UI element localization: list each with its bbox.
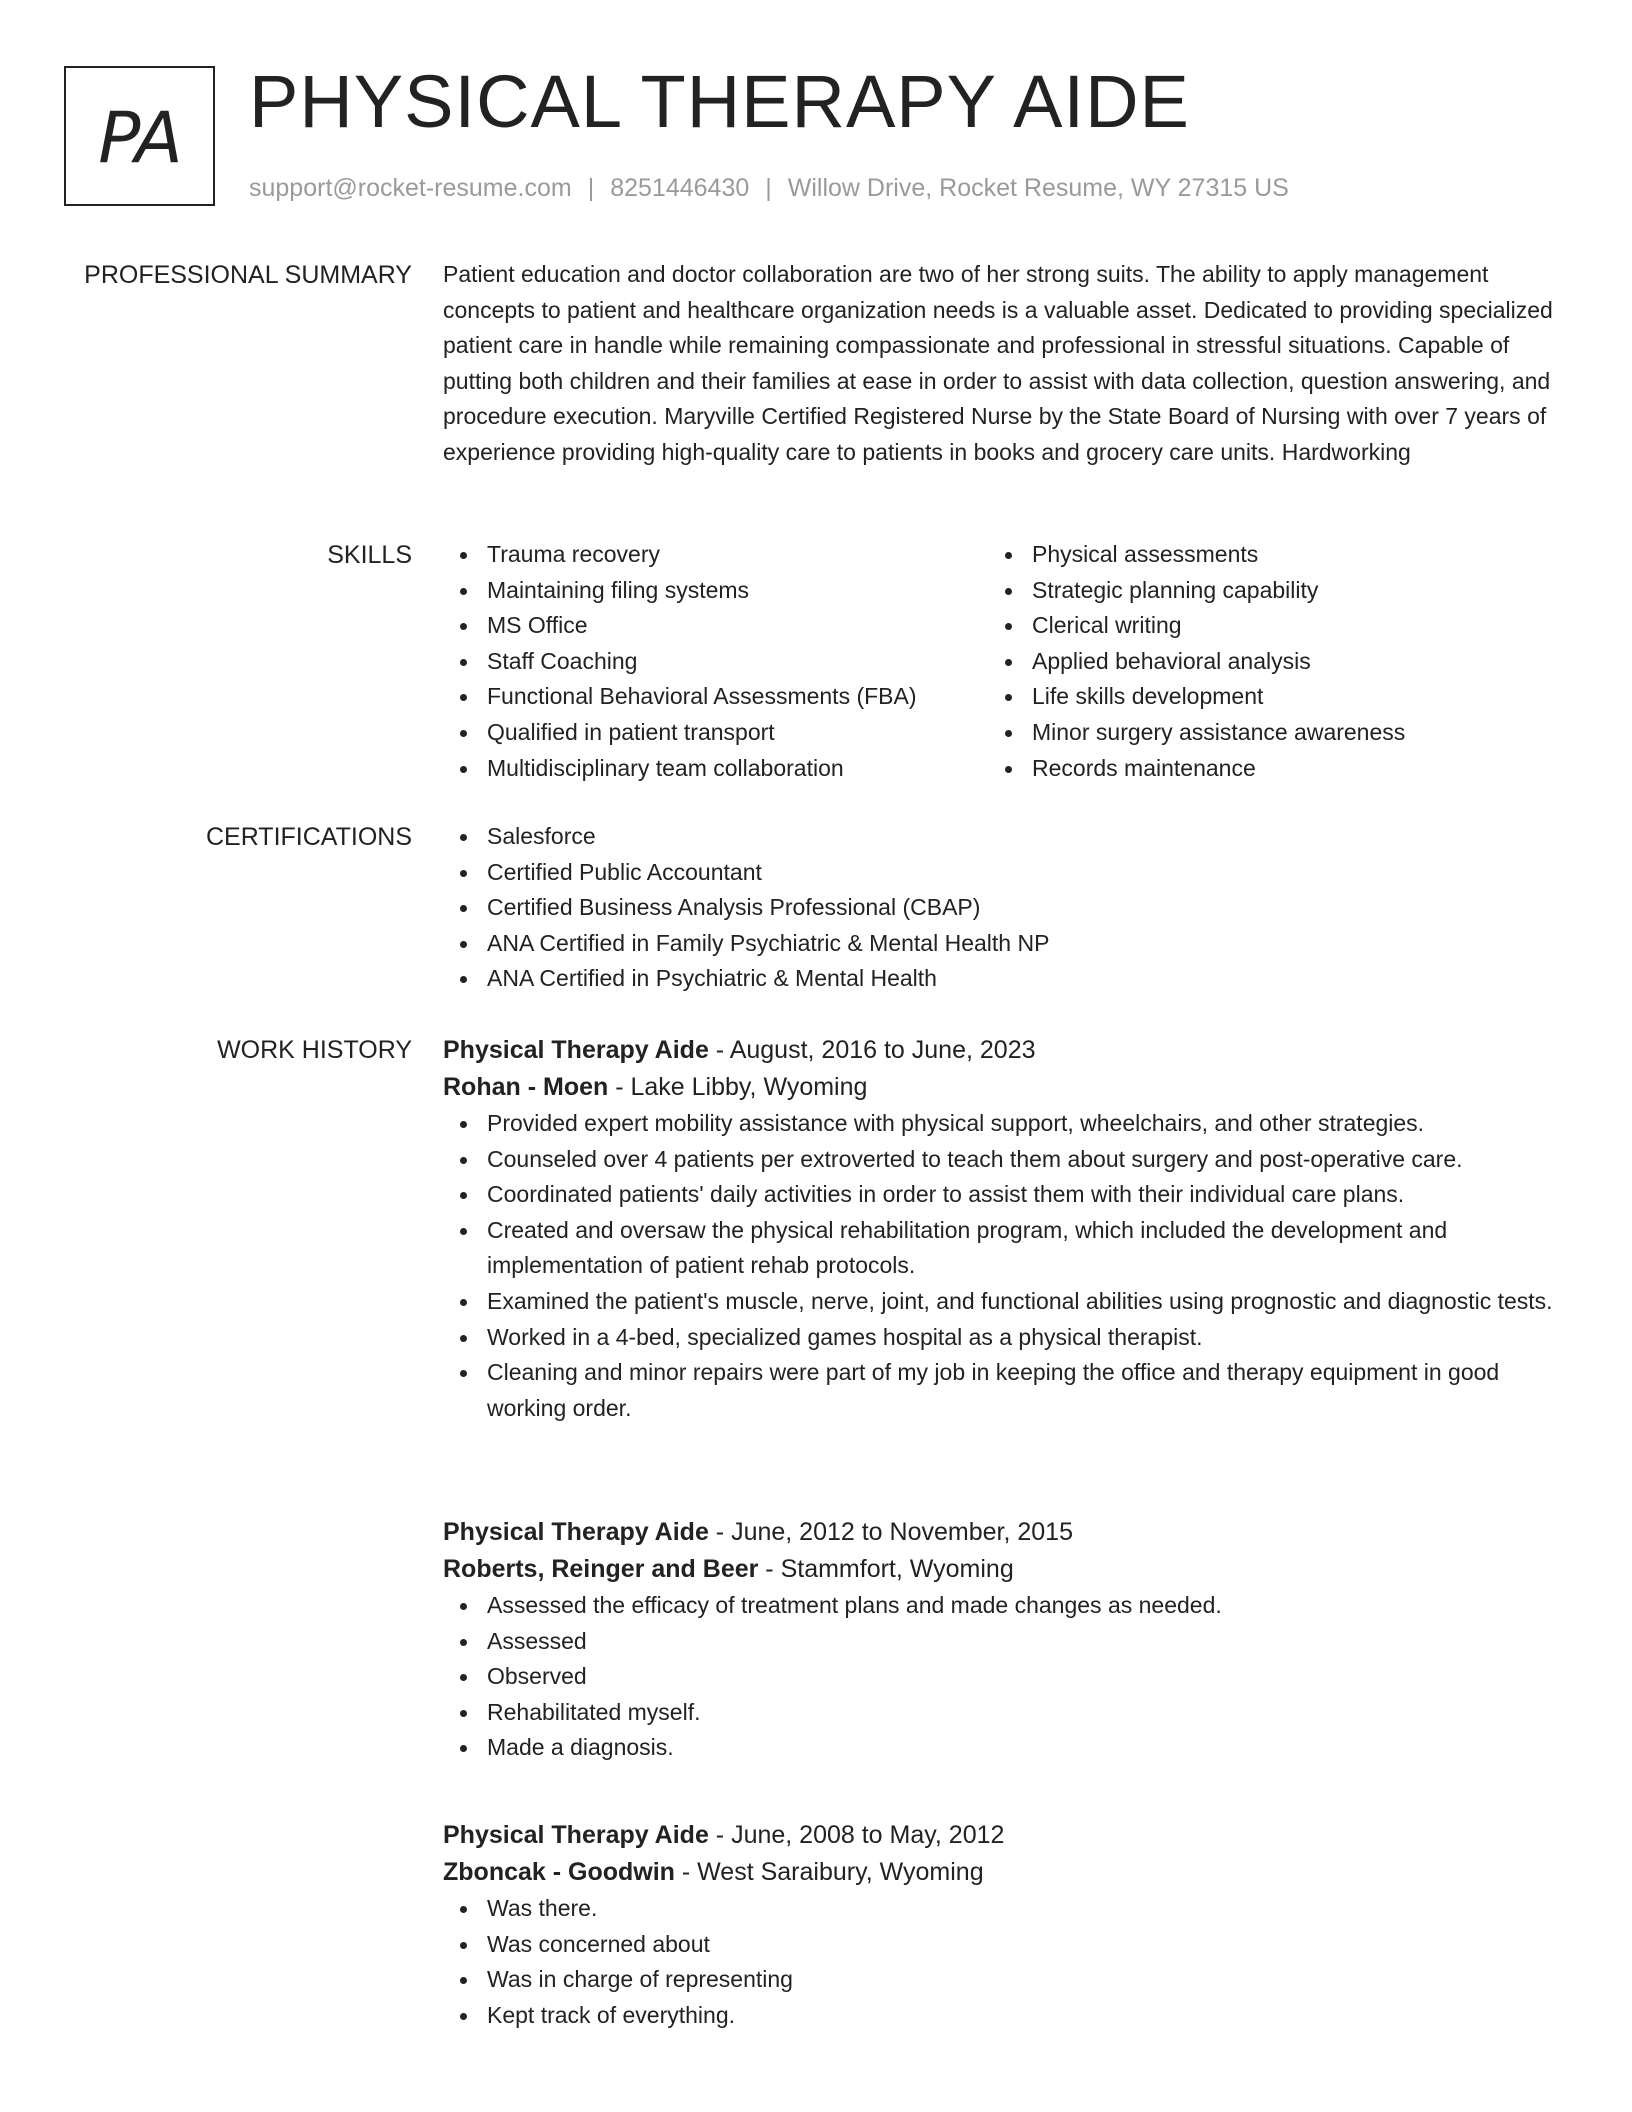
job-duty: Examined the patient's muscle, nerve, joint, and functional abilities using prognostic and diagnostic tests. [443,1284,1563,1320]
skill-item: Physical assessments [988,537,1533,573]
job-entry [443,1514,1563,1766]
contact-line [249,173,1289,203]
job-duty: Counseled over 4 patients per extroverted to teach them about surgery and post-operative care. [443,1142,1563,1178]
job-duty: Assessed the efficacy of treatment plans and made changes as needed. [443,1588,1563,1624]
skills-list-left [443,537,988,786]
certification-item: Certified Public Accountant [443,855,1563,891]
job-company-line [443,1854,1563,1891]
job-company: Rohan - Moen [443,1073,609,1101]
skill-item: Trauma recovery [443,537,988,573]
summary-body [443,259,1563,471]
certification-item: Salesforce [443,819,1563,855]
job-title-line [443,1817,1563,1854]
summary-heading: PROFESSIONAL SUMMARY [84,261,412,289]
job-duty: Was in charge of representing [443,1962,1563,1998]
certification-item: Certified Business Analysis Professional (CBAP) [443,890,1563,926]
job-duty: Kept track of everything. [443,1998,1563,2034]
certifications-list [443,819,1563,997]
job-title-line [443,1032,1563,1069]
candidate-name: PHYSICAL THERAPY AIDE [249,60,1190,143]
skill-item: Records maintenance [988,751,1533,787]
job-duty: Made a diagnosis. [443,1730,1563,1766]
job-company-line [443,1069,1563,1106]
job-location: - Stammfort, Wyoming [758,1555,1014,1583]
contact-separator: | [765,174,772,202]
skills-heading: SKILLS [327,541,412,569]
skill-item: Qualified in patient transport [443,715,988,751]
job-duties-list [443,1891,1563,2033]
job-dates: - June, 2012 to November, 2015 [708,1518,1073,1546]
job-duty: Was there. [443,1891,1563,1927]
job-duty: Was concerned about [443,1927,1563,1963]
contact-email[interactable]: support@rocket-resume.com [249,174,572,202]
skills-list-right [988,537,1533,786]
skill-item: Clerical writing [988,608,1533,644]
certification-item: ANA Certified in Psychiatric & Mental Health [443,961,1563,997]
job-location: - West Saraibury, Wyoming [674,1858,984,1886]
job-duty: Coordinated patients' daily activities in order to assist them with their individual care plans. [443,1177,1563,1213]
job-company: Zboncak - Goodwin [443,1858,675,1886]
monogram-initials: PA [98,97,181,179]
job-dates: - August, 2016 to June, 2023 [708,1036,1036,1064]
job-dates: - June, 2008 to May, 2012 [708,1821,1005,1849]
certifications-body [443,821,1563,997]
skill-item: Minor surgery assistance awareness [988,715,1533,751]
skills-body [443,539,1563,786]
job-company-line [443,1551,1563,1588]
skill-item: Functional Behavioral Assessments (FBA) [443,679,988,715]
job-duty: Worked in a 4-bed, specialized games hospital as a physical therapist. [443,1320,1563,1356]
work-history-heading: WORK HISTORY [217,1036,412,1064]
job-title: Physical Therapy Aide [443,1821,709,1849]
certification-item: ANA Certified in Family Psychiatric & Mental Health NP [443,926,1563,962]
skill-item: Maintaining filing systems [443,573,988,609]
summary-text: Patient education and doctor collaboration are two of her strong suits. The ability to apply management concepts to patient and healthcare organization needs is a valuable asset. Dedicated to providing specialized patient care in handle while remaining compassionate and professional in stressful situations. Capable of putting both children and their families at ease in order to assist with data collection, question answering, and procedure execution. Maryville Certified Registered Nurse by the State Board of Nursing with over 7 years of experience providing high-quality care to patients in books and grocery care units. Hardworking [443,261,1553,465]
job-duties-list [443,1588,1563,1766]
monogram-logo [64,66,215,206]
job-company: Roberts, Reinger and Beer [443,1555,759,1583]
job-duties-list [443,1106,1563,1426]
skill-item: Applied behavioral analysis [988,644,1533,680]
skill-item: Life skills development [988,679,1533,715]
job-entry [443,1817,1563,2033]
skill-item: Multidisciplinary team collaboration [443,751,988,787]
certifications-heading: CERTIFICATIONS [205,823,412,851]
contact-address: Willow Drive, Rocket Resume, WY 27315 US [787,174,1289,202]
job-title: Physical Therapy Aide [443,1518,709,1546]
skill-item: MS Office [443,608,988,644]
skill-item: Strategic planning capability [988,573,1533,609]
job-entry [443,1032,1563,1426]
contact-separator: | [587,174,595,202]
job-location: - Lake Libby, Wyoming [608,1073,868,1101]
job-duty: Assessed [443,1624,1563,1660]
job-duty: Cleaning and minor repairs were part of my job in keeping the office and therapy equipment in good working order. [443,1355,1563,1426]
job-duty: Rehabilitated myself. [443,1695,1563,1731]
job-title: Physical Therapy Aide [443,1036,709,1064]
job-duty: Observed [443,1659,1563,1695]
job-title-line [443,1514,1563,1551]
skill-item: Staff Coaching [443,644,988,680]
contact-phone[interactable]: 8251446430 [610,174,750,202]
job-duty: Created and oversaw the physical rehabilitation program, which included the development and implementation of patient rehab protocols. [443,1213,1563,1284]
job-duty: Provided expert mobility assistance with physical support, wheelchairs, and other strategies. [443,1106,1563,1142]
